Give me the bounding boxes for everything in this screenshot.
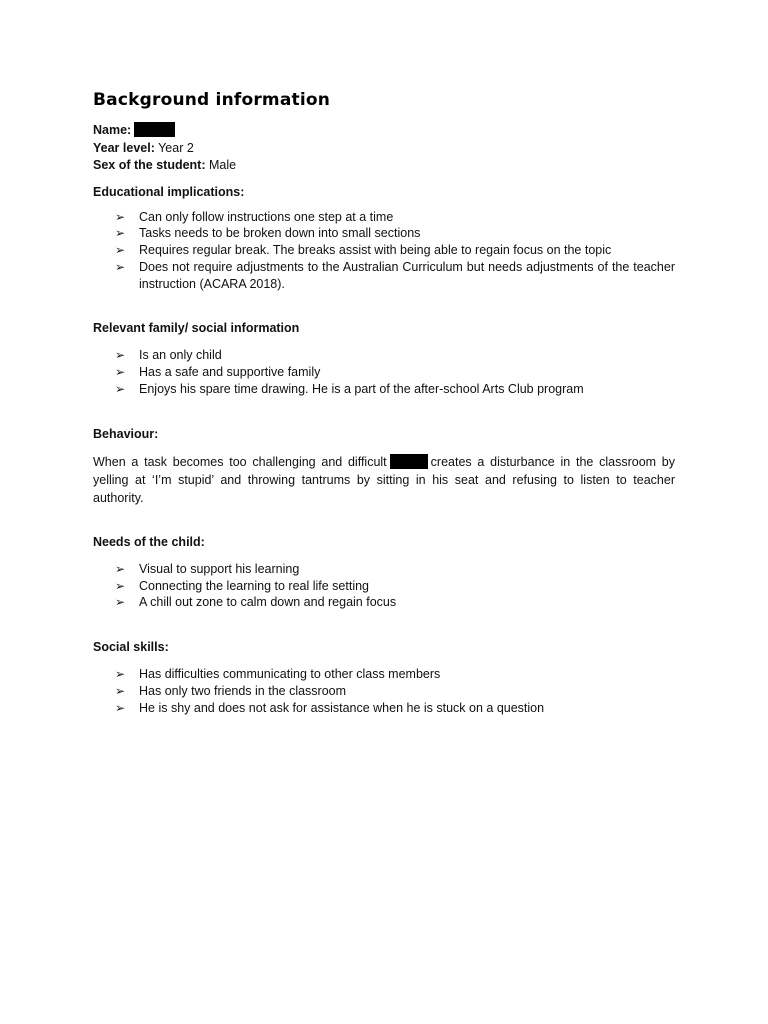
social-skills-heading: Social skills:: [93, 640, 169, 655]
list-item: ➢ Has only two friends in the classroom: [115, 684, 347, 699]
list-item: ➢ A chill out zone to calm down and regain focus: [115, 595, 397, 610]
list-item: ➢ Visual to support his learning: [115, 561, 300, 576]
educational-implications-heading: Educational implications:: [93, 184, 245, 199]
list-item: ➢ Does not require adjustments to the Australian Curriculum but needs adjustments of the teacher instruction (ACARA 2018).: [115, 259, 675, 291]
redacted-name-block: [390, 454, 428, 469]
arrow-bullet-icon: ➢: [115, 578, 126, 593]
sex-line: [93, 157, 675, 175]
list-item: ➢ Connecting the learning to real life setting: [115, 578, 370, 593]
year-level-label: Year level:: [93, 140, 155, 155]
arrow-bullet-icon: ➢: [115, 684, 126, 699]
arrow-bullet-icon: ➢: [115, 595, 126, 610]
arrow-bullet-icon: ➢: [115, 382, 126, 397]
list-item: ➢ Has difficulties communicating to other class members: [115, 667, 441, 682]
behaviour-text-end: creates a disturbance in the classroom by yelling at ‘I’m stupid’ and throwing tantrums by sitting in his seat and refusing to listen to teacher authority.: [93, 454, 676, 505]
year-level-line: [93, 140, 675, 158]
arrow-bullet-icon: ➢: [115, 209, 126, 224]
arrow-bullet-icon: ➢: [115, 667, 126, 682]
behaviour-paragraph: [93, 453, 675, 507]
list-item: ➢ Has a safe and supportive family: [115, 365, 321, 380]
list-item: ➢ Enjoys his spare time drawing. He is a part of the after-school Arts Club program: [115, 382, 584, 397]
document-content: [93, 88, 675, 717]
educational-implications-list: [93, 209, 675, 293]
behaviour-heading: Behaviour:: [93, 426, 159, 441]
list-item: ➢ Tasks needs to be broken down into small sections: [115, 226, 421, 241]
student-info: [93, 122, 675, 175]
page-title: Background information: [93, 90, 331, 110]
arrow-bullet-icon: ➢: [115, 243, 126, 258]
arrow-bullet-icon: ➢: [115, 365, 126, 380]
list-item: ➢ Is an only child: [115, 348, 222, 363]
social-skills-list: [93, 666, 675, 716]
arrow-bullet-icon: ➢: [115, 561, 126, 576]
name-line: [93, 122, 675, 140]
family-social-heading: Relevant family/ social information: [93, 321, 300, 336]
list-item: ➢ Can only follow instructions one step at a time: [115, 209, 394, 224]
year-level-value: Year 2: [158, 140, 194, 155]
arrow-bullet-icon: ➢: [115, 700, 126, 715]
needs-heading: Needs of the child:: [93, 534, 205, 549]
redacted-name-block: [134, 122, 175, 137]
arrow-bullet-icon: ➢: [115, 348, 126, 363]
family-social-list: [93, 347, 675, 397]
list-item: ➢ Requires regular break. The breaks assist with being able to regain focus on the topic: [115, 243, 612, 258]
arrow-bullet-icon: ➢: [115, 226, 126, 241]
sex-value: Male: [209, 158, 237, 172]
name-label: Name:: [93, 123, 132, 137]
behaviour-text-start: When a task becomes too challenging and difficult: [93, 454, 387, 469]
arrow-bullet-icon: ➢: [115, 259, 126, 274]
needs-list: [93, 561, 675, 611]
list-item: ➢ He is shy and does not ask for assistance when he is stuck on a question: [115, 700, 545, 715]
sex-label: Sex of the student:: [93, 158, 206, 172]
